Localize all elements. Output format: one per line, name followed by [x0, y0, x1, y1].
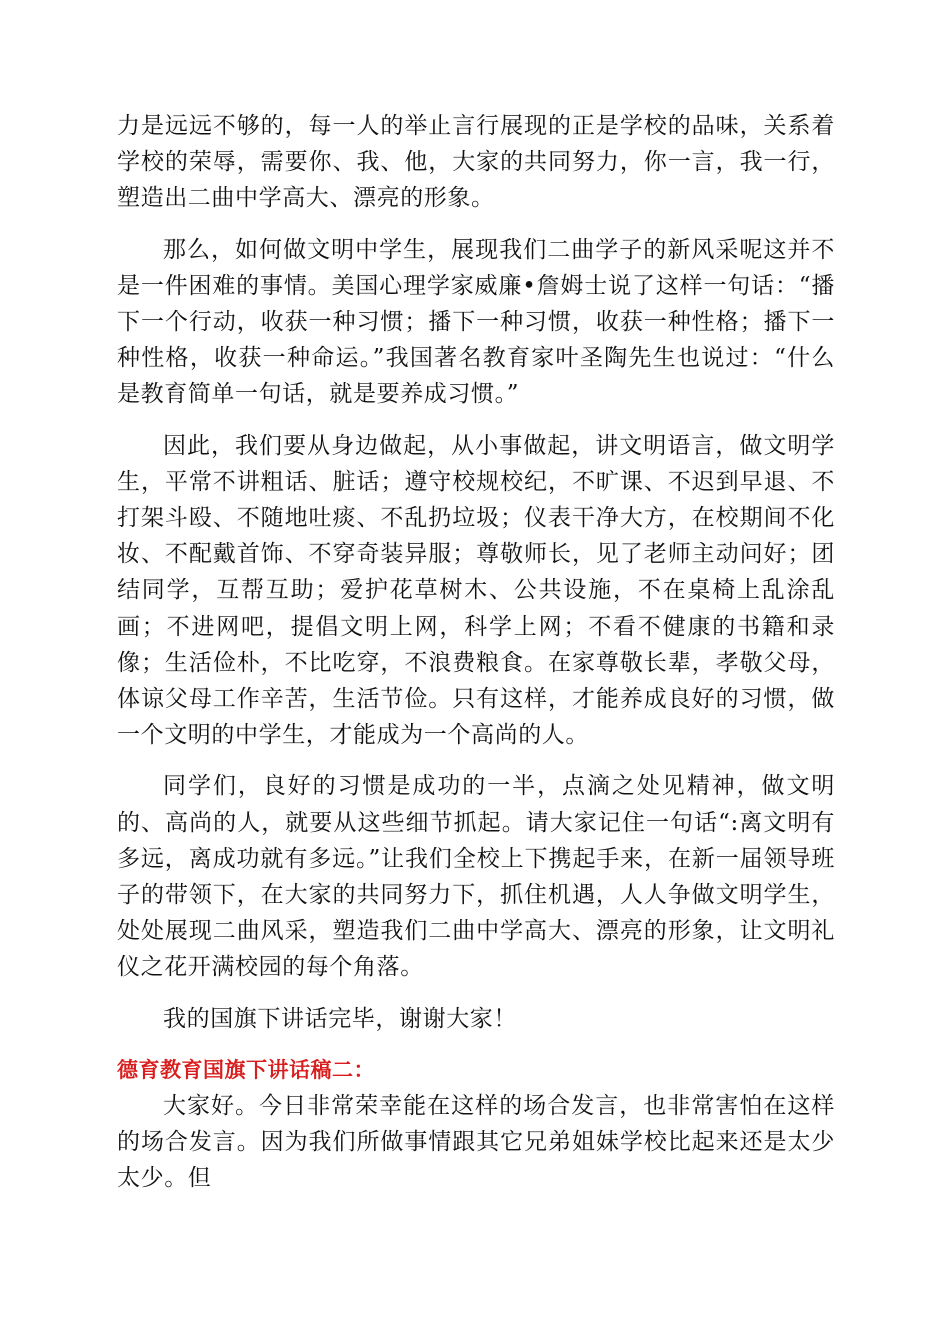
paragraph-continued: 力是远远不够的，每一人的举止言行展现的正是学校的品味，关系着学校的荣辱，需要你、我、他，大家的共同努力，你一言，我一行，塑造出二曲中学高大、漂亮的形象。 — [117, 113, 835, 212]
section-heading: 德育教育国旗下讲话稿二： — [117, 1057, 375, 1082]
paragraph-closing: 我的国旗下讲话完毕，谢谢大家！ — [163, 1005, 517, 1032]
paragraph-call-to-action: 同学们，良好的习惯是成功的一半，点滴之处见精神，做文明的、高尚的人，就要从这些细节抓起。请大家记住一句话“:离文明有多远，离成功就有多远。”让我们全校上下携起手来，在新一届领导班子的带领下，在大家的共同努力下，抓住机遇，人人争做文明学生，处处展现二曲风采，塑造我们二曲中学高大、漂亮的形象，让文明礼仪之花开满校园的每个角落。 — [117, 773, 835, 981]
paragraph-habits-quote: 那么，如何做文明中学生，展现我们二曲学子的新风采呢这并不是一件困难的事情。美国心理学家威廉•詹姆士说了这样一句话：“播下一个行动，收获一种习惯；播下一种习惯，收获一种性格；播下一种性格，收获一种命运。”我国著名教育家叶圣陶先生也说过：“什么是教育简单一句话，就是要养成习惯。” — [117, 236, 835, 408]
document-page — [117, 108, 835, 1211]
paragraph-speech-two-opening: 大家好。今日非常荣幸能在这样的场合发言，也非常害怕在这样的场合发言。因为我们所做事情跟其它兄弟姐妹学校比起来还是太少太少。但 — [117, 1092, 835, 1192]
paragraph-civil-behavior: 因此，我们要从身边做起，从小事做起，讲文明语言，做文明学生，平常不讲粗话、脏话；遵守校规校纪，不旷课、不迟到早退、不打架斗殴、不随地吐痰、不乱扔垃圾；仪表干净大方，在校期间不化妆、不配戴首饰、不穿奇装异服；尊敬师长，见了老师主动问好；团结同学，互帮互助；爱护花草树木、公共设施，不在桌椅上乱涂乱画；不进网吧，提倡文明上网，科学上网；不看不健康的书籍和录像；生活俭朴，不比吃穿，不浪费粮食。在家尊敬长辈，孝敬父母，体谅父母工作辛苦，生活节俭。只有这样，才能养成良好的习惯，做一个文明的中学生，才能成为一个高尚的人。 — [117, 432, 835, 749]
